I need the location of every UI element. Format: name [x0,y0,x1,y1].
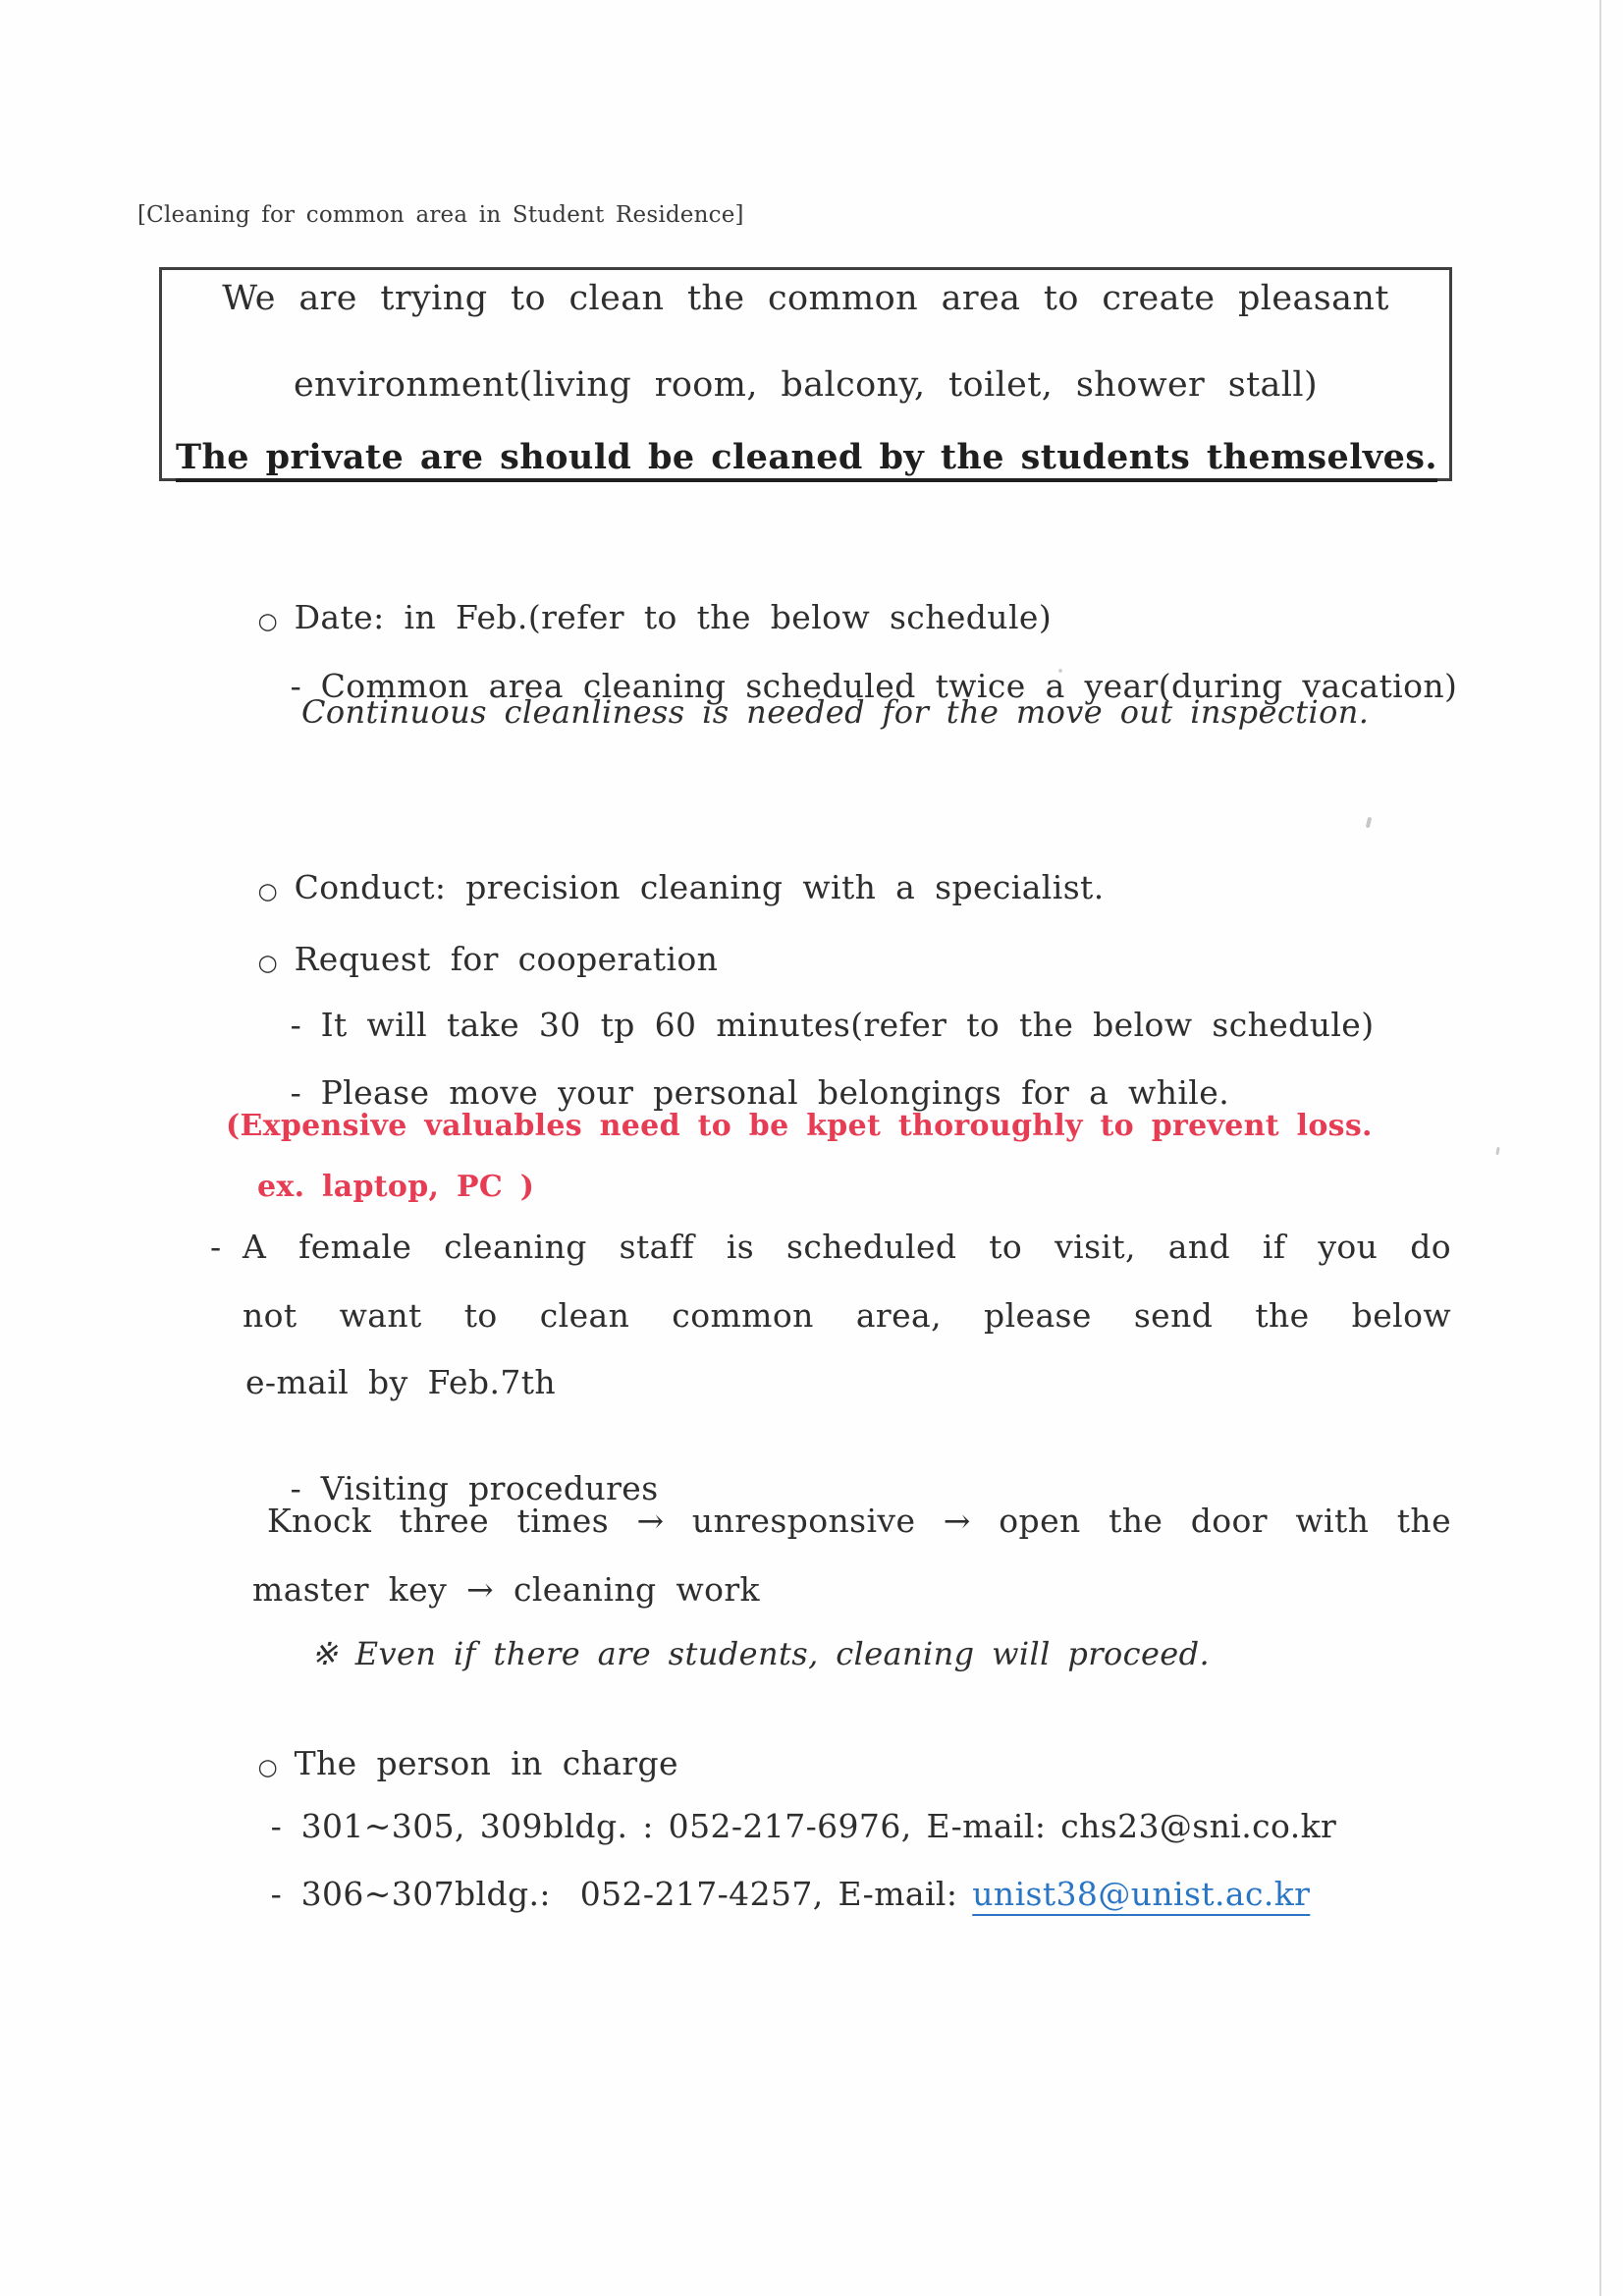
notice-line-1: We are trying to clean the common area to create pleasant [222,279,1389,318]
staff-line-3: e-mail by Feb.7th [245,1363,557,1401]
charge-title: The person in charge [294,1743,678,1782]
dash-bullet-icon: - [290,666,301,705]
dash-bullet-icon: - [210,1228,222,1266]
dash-bullet-icon: - [290,1005,301,1044]
notice-line-3: The private are should be cleaned by the students themselves. [176,437,1437,477]
email-link[interactable]: unist38@unist.ac.kr [972,1874,1311,1913]
visiting-procedure-line-2: master key → cleaning work [252,1570,760,1609]
circle-bullet-icon: ○ [257,878,278,904]
request-title: Request for cooperation [294,939,719,978]
request-sub1-text: It will take 30 tp 60 minutes(refer to the below schedule) [320,1005,1375,1044]
staff-line-2: not want to clean common area, please send the below [243,1296,1451,1335]
circle-bullet-icon: ○ [257,950,278,976]
dash-bullet-icon: - [270,1806,282,1845]
circle-bullet-icon: ○ [257,608,278,634]
contact1-text: 301~305, 309bldg. : 052-217-6976, E-mail: chs23@sni.co.kr [300,1806,1337,1845]
warning-line-2: ex. laptop, PC ) [257,1170,535,1204]
scan-edge-artifact [1599,0,1601,2296]
request-sub2-text: Please move your personal belongings for a while. [320,1072,1230,1112]
contact-line-2 [212,1835,1310,1952]
visiting-title: Visiting procedures [320,1468,659,1507]
visiting-note: ※ Even if there are students, cleaning will proceed. [311,1635,1211,1672]
date-sub-text: Common area cleaning scheduled twice a year(during vacation) [320,666,1458,705]
dash-bullet-icon: - [290,1468,301,1507]
scan-speck [1366,817,1373,829]
conduct-title: Conduct: precision cleaning with a specialist. [294,867,1105,906]
notice-line-2: environment(living room, balcony, toilet, shower stall) [293,365,1319,405]
page-title: [Cleaning for common area in Student Residence] [137,202,744,228]
date-note: Continuous cleanliness is needed for the move out inspection. [301,693,1370,731]
staff-line-1: A female cleaning staff is scheduled to visit, and if you do [243,1228,1451,1266]
date-title: Date: in Feb.(refer to the below schedule) [294,597,1053,636]
circle-bullet-icon: ○ [257,1754,278,1780]
dash-bullet-icon: - [290,1072,301,1112]
scan-speck [1495,1147,1499,1155]
notice-box [159,267,1452,481]
visiting-procedure-line-1: Knock three times → unresponsive → open the door with the [267,1502,1451,1540]
contact2-prefix: 306~307bldg.: 052-217-4257, E-mail: [300,1874,973,1913]
dash-bullet-icon: - [270,1874,282,1913]
warning-line-1: (Expensive valuables need to be kpet thoroughly to prevent loss. [226,1109,1373,1143]
